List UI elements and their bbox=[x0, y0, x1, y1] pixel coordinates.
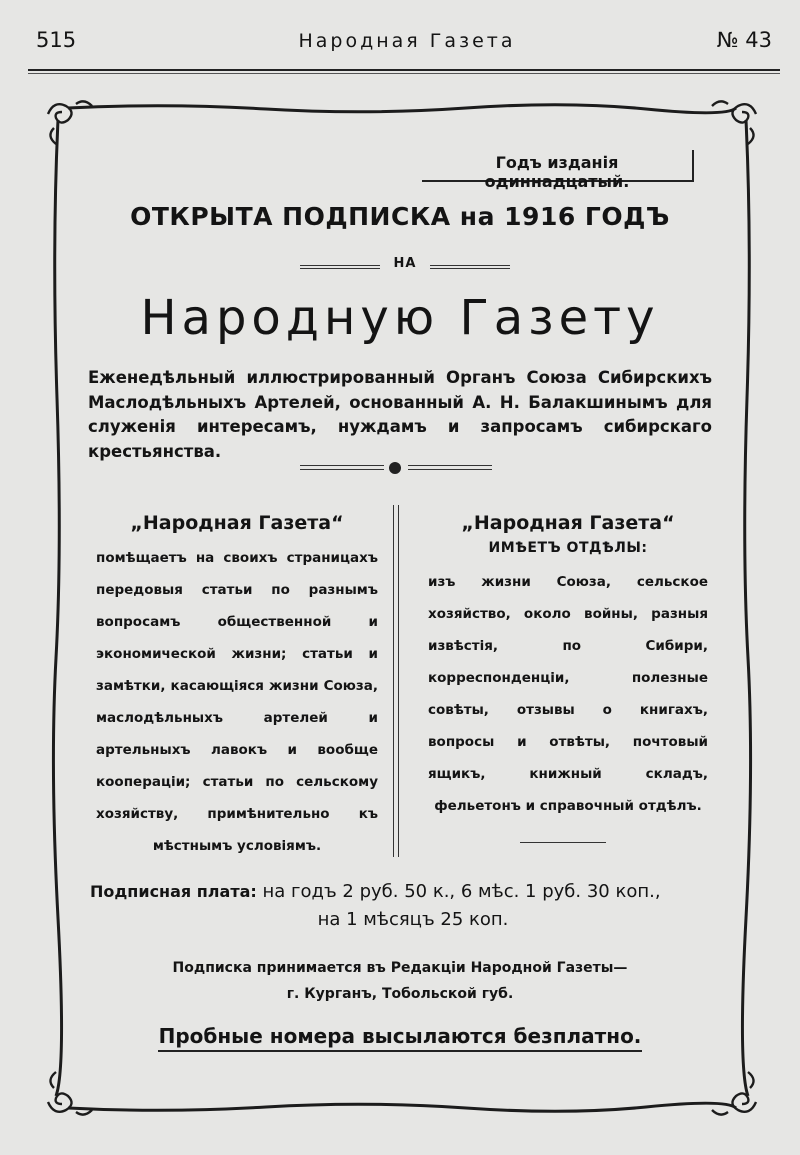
divider-dot bbox=[389, 462, 401, 474]
right-column bbox=[428, 512, 708, 822]
year-note-box bbox=[422, 150, 694, 191]
price-line-1: на годъ 2 руб. 50 к., 6 мѣс. 1 руб. 30 коп., bbox=[262, 881, 661, 902]
issue-number: № 43 bbox=[716, 28, 772, 52]
running-title: Народная Газета bbox=[298, 30, 516, 52]
divider-line bbox=[408, 465, 492, 466]
rule-right-2 bbox=[430, 268, 510, 269]
divider-line bbox=[408, 469, 492, 470]
left-column bbox=[96, 512, 378, 862]
rule-right bbox=[430, 265, 510, 266]
subscription-price bbox=[90, 878, 730, 934]
separator-line bbox=[393, 505, 394, 857]
header-rule-thin bbox=[28, 73, 780, 74]
paper-title: Народную Газету bbox=[140, 290, 660, 346]
price-line-2: на 1 мѣсяцъ 25 коп. bbox=[317, 909, 509, 930]
right-column-end-rule bbox=[520, 842, 606, 843]
right-column-subhead: ИМѢЕТЪ ОТДѢЛЫ: bbox=[488, 540, 648, 556]
column-separator bbox=[393, 505, 401, 857]
right-column-title: „Народная Газета“ bbox=[461, 512, 675, 534]
on-word: НА bbox=[393, 256, 417, 271]
on-word-row bbox=[300, 256, 510, 276]
subscription-headline: ОТКРЫТА ПОДПИСКА на 1916 ГОДЪ bbox=[130, 202, 670, 231]
address-line-2: г. Курганъ, Тобольской губ. bbox=[286, 986, 514, 1002]
header-rule bbox=[28, 69, 780, 71]
paper-description: Еженедѣльный иллюстрированный Органъ Союза Сибирскихъ Маслодѣльныхъ Артелей, основанный А. Н. Балакшинымъ для служенія интересамъ, нуждамъ и запросамъ сибирскаго крестьянства. bbox=[88, 368, 712, 461]
left-column-body: помѣщаетъ на своихъ страницахъ передовыя статьи по разнымъ вопросамъ общественной и экономической жизни; статьи и замѣтки, касающіяся жизни Союза, маслодѣльныхъ артелей и артельныхъ лавокъ и вообще коопераціи; статьи по сельскому хозяйству, примѣнительно къ мѣстнымъ условіямъ. bbox=[96, 550, 378, 854]
ornamental-divider bbox=[300, 460, 492, 476]
divider-line bbox=[300, 469, 384, 470]
divider-line bbox=[300, 465, 384, 466]
subscription-address bbox=[90, 955, 710, 1007]
right-column-body: изъ жизни Союза, сельское хозяйство, около войны, разныя извѣстія, по Сибири, корреспонденціи, полезные совѣты, отзывы о книгахъ, вопросы и отвѣты, почтовый ящикъ, книжный складъ, фельетонъ и справочный отдѣлъ. bbox=[428, 574, 708, 814]
price-label: Подписная плата: bbox=[90, 882, 257, 901]
free-samples-note: Пробные номера высылаются безплатно. bbox=[158, 1024, 642, 1052]
left-column-title: „Народная Газета“ bbox=[130, 512, 344, 534]
separator-line bbox=[398, 505, 399, 857]
page-number: 515 bbox=[36, 28, 77, 52]
year-note: Годъ изданія одиннадцатый. bbox=[484, 153, 630, 191]
address-line-1: Подписка принимается въ Редакціи Народной Газеты— bbox=[172, 960, 628, 976]
